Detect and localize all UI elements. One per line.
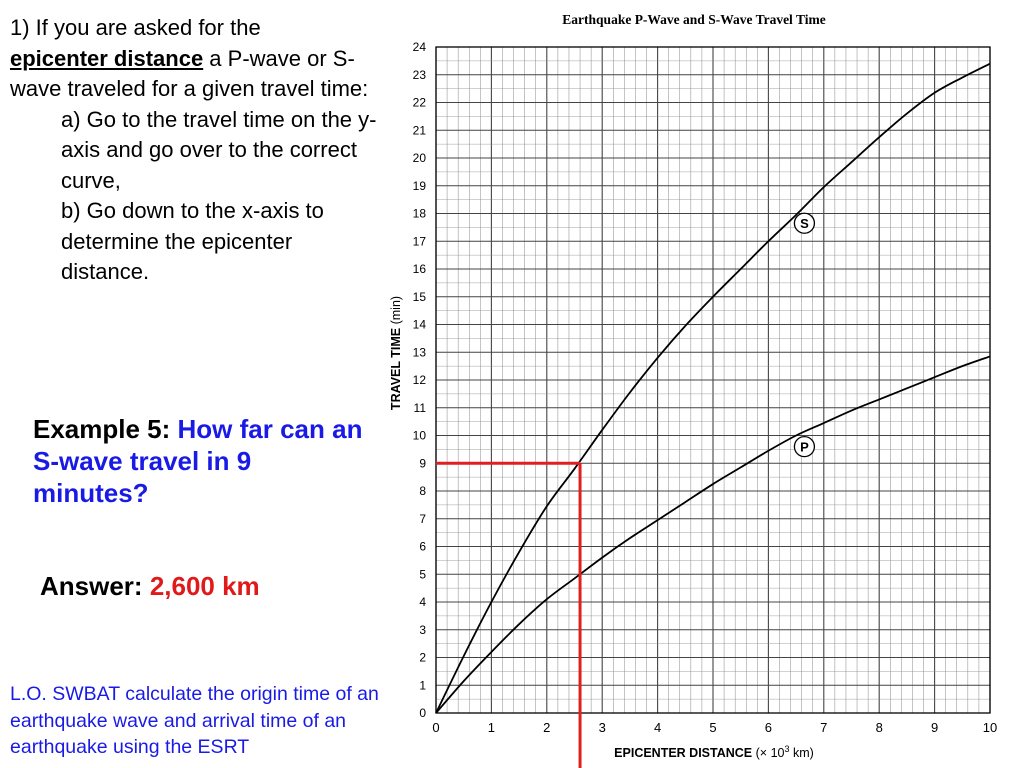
x-tick-label: 6: [764, 720, 773, 735]
x-tick-label: 7: [820, 720, 828, 735]
y-tick-label: 12: [412, 373, 426, 387]
y-tick-label: 7: [419, 511, 426, 526]
intro-prefix: 1) If you are asked for the: [10, 15, 261, 40]
chart-title: Earthquake P-Wave and S-Wave Travel Time: [562, 12, 826, 27]
x-axis-label: [614, 744, 814, 760]
y-tick-label: 24: [412, 40, 426, 54]
y-axis-label-main: TRAVEL TIME: [389, 327, 403, 411]
answer: [40, 570, 260, 602]
learning-objective: L.O. SWBAT calculate the origin time of an earthquake wave and arrival time of an earthquake using the ESRT: [10, 683, 379, 758]
example-question: [33, 413, 373, 509]
y-tick-label: 14: [412, 317, 426, 332]
x-tick-label: 2: [543, 720, 551, 735]
instructions-step-a: a) Go to the travel time on the y-axis and go over to the correct curve,: [61, 106, 377, 193]
intro-underlined-term: epicenter distance: [10, 45, 204, 71]
x-tick-label: 8: [875, 720, 883, 735]
y-tick-label: 10: [412, 428, 426, 443]
y-tick-label: 0: [419, 706, 426, 720]
x-axis-label-unit-prefix: (× 10: [755, 746, 785, 760]
travel-time-chart: [380, 0, 1020, 768]
x-axis-label-unit-suffix: km): [789, 746, 814, 760]
y-tick-label: 23: [412, 67, 426, 82]
y-tick-label: 9: [419, 456, 426, 471]
instructions-intro: [10, 13, 382, 105]
y-tick-label: 17: [412, 234, 426, 249]
x-tick-label: 5: [709, 720, 717, 735]
y-tick-label: 22: [412, 95, 426, 110]
x-tick-label: 9: [930, 720, 939, 735]
y-tick-label: 19: [412, 178, 426, 193]
x-axis-label-main: EPICENTER DISTANCE: [614, 746, 753, 760]
y-tick-label: 21: [412, 123, 426, 138]
answer-value: 2,600 km: [149, 571, 260, 601]
series-label-s: S: [800, 216, 809, 232]
x-tick-label: 3: [598, 720, 606, 735]
y-tick-label: 2: [419, 650, 426, 665]
example-question-text: How far can an S-wave travel in 9 minutes?: [33, 414, 363, 508]
y-tick-label: 18: [412, 206, 426, 221]
instructions-block: [10, 13, 382, 288]
y-tick-label: 16: [412, 262, 426, 276]
chart-grid: [436, 47, 990, 713]
y-tick-label: 1: [419, 678, 426, 693]
x-tick-label: 4: [653, 720, 662, 735]
y-tick-label: 13: [412, 345, 426, 360]
y-axis-label-unit: (min): [389, 295, 403, 325]
x-tick-label: 0: [432, 720, 440, 735]
chart-guide-lines: [436, 463, 580, 768]
intro-suffix: a P-wave or S-wave traveled for a given travel time:: [10, 45, 369, 101]
instructions-step-b: b) Go down to the x-axis to determine the epicenter distance.: [61, 198, 324, 284]
y-tick-label: 15: [412, 289, 426, 304]
y-axis-label: [389, 296, 403, 410]
y-tick-label: 8: [419, 484, 426, 498]
y-tick-label: 11: [413, 400, 426, 415]
y-tick-label: 4: [419, 595, 426, 609]
chart-series-labels: [794, 213, 814, 456]
example-label: Example 5:: [33, 414, 178, 444]
x-tick-label: 1: [487, 720, 496, 735]
answer-label: Answer:: [40, 571, 150, 601]
y-tick-label: 20: [412, 151, 426, 165]
y-tick-label: 5: [419, 567, 426, 582]
y-tick-label: 3: [419, 622, 426, 637]
x-axis-label-unit-exp: 3: [784, 744, 790, 754]
x-tick-label: 10: [982, 720, 998, 735]
series-label-p: P: [800, 439, 809, 455]
y-tick-label: 6: [419, 539, 426, 554]
